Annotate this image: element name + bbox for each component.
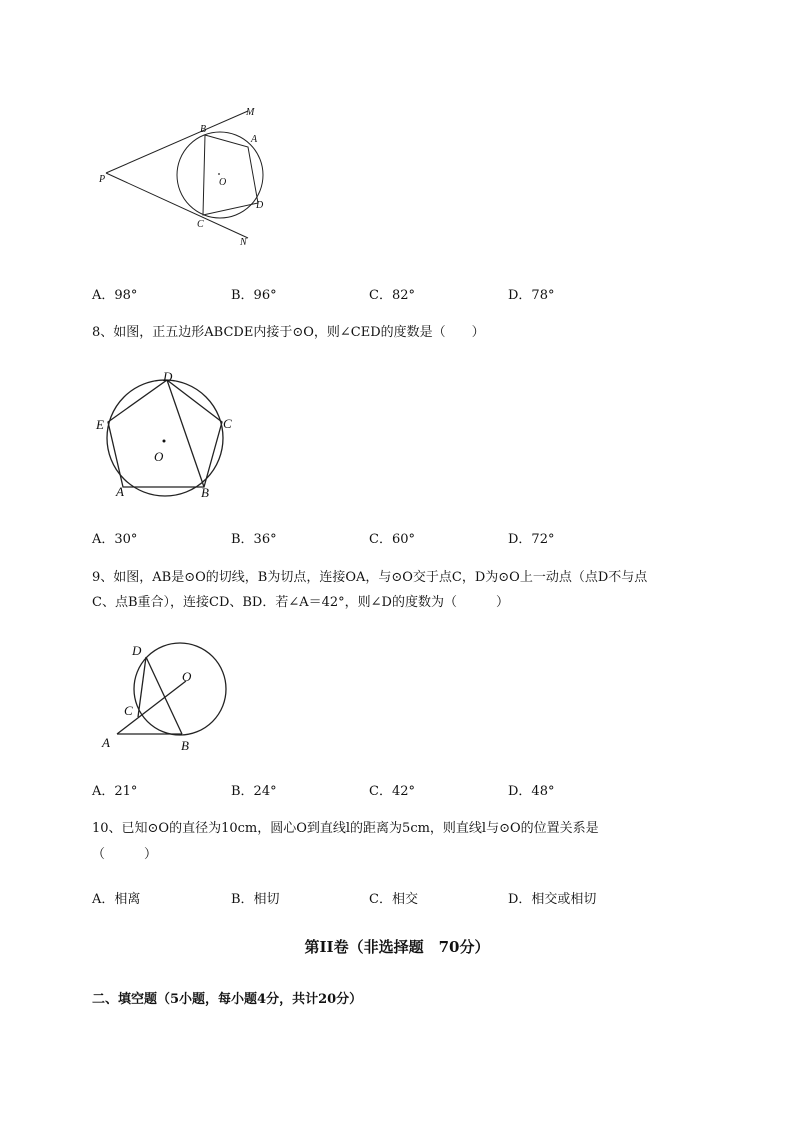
- label-o: O: [219, 177, 227, 188]
- section-title: 第II卷（非选择题 70分）: [304, 938, 490, 956]
- q10-options: [92, 888, 712, 908]
- tangent-line-pn: [106, 173, 248, 238]
- q9-option-a[interactable]: A．21°: [92, 784, 138, 799]
- q8-option-c[interactable]: C．60°: [369, 532, 415, 547]
- figure-tangent-circle: [90, 100, 290, 260]
- question-9-line-1: 9、如图，AB是⊙O的切线，B为切点，连接OA，与⊙O交于点C，D为⊙O上一动点（点D不与点: [92, 570, 648, 585]
- label-b: B: [200, 124, 207, 135]
- label-e: E: [96, 417, 104, 432]
- label-d: D: [163, 369, 173, 384]
- q10-option-b[interactable]: B．相切: [231, 892, 280, 907]
- q8-option-d[interactable]: D．72°: [508, 532, 555, 547]
- q9-option-b[interactable]: B．24°: [231, 784, 277, 799]
- q7-option-b[interactable]: B．96°: [231, 288, 277, 303]
- label-c: C: [223, 416, 232, 431]
- q8-options: [92, 528, 712, 548]
- label-c: C: [124, 703, 133, 718]
- figure-pentagon-circle: [90, 365, 250, 505]
- label-n: N: [240, 237, 247, 248]
- question-10-line-1: 10、已知⊙O的直径为10cm，圆心O到直线l的距离为5cm，则直线l与⊙O的位置关系是: [92, 821, 599, 836]
- q8-option-a[interactable]: A．30°: [92, 532, 138, 547]
- label-d: D: [132, 643, 142, 658]
- center-point: [218, 173, 220, 175]
- label-d: D: [256, 200, 264, 211]
- q10-option-d[interactable]: D．相交或相切: [508, 892, 597, 907]
- q10-option-c[interactable]: C．相交: [369, 892, 418, 907]
- label-m: M: [246, 107, 255, 118]
- label-p: P: [99, 174, 106, 185]
- question-8: 8、如图，正五边形ABCDE内接于⊙O，则∠CED的度数是（ ）: [92, 325, 485, 340]
- q7-option-c[interactable]: C．82°: [369, 288, 415, 303]
- center-point: [163, 440, 166, 443]
- tangent-line-pm: [106, 111, 248, 173]
- section-subtitle: 二、填空题（5小题，每小题4分，共计20分）: [92, 992, 363, 1007]
- question-9-line-2: C、点B重合），连接CD、BD．若∠A＝42°，则∠D的度数为（ ）: [92, 595, 509, 610]
- q9-option-d[interactable]: D．48°: [508, 784, 555, 799]
- segment-db: [146, 657, 182, 734]
- q7-option-a[interactable]: A．98°: [92, 288, 138, 303]
- quadrilateral-badc: [203, 135, 258, 215]
- label-a: A: [251, 134, 258, 145]
- q10-option-a[interactable]: A．相离: [92, 892, 141, 907]
- label-a: A: [116, 484, 124, 499]
- label-o: O: [154, 449, 164, 464]
- q9-option-c[interactable]: C．42°: [369, 784, 415, 799]
- label-b: B: [181, 738, 189, 753]
- label-c: C: [197, 219, 204, 230]
- figure-tangent-ab: [90, 635, 240, 760]
- label-b: B: [201, 485, 209, 500]
- segment-db: [167, 380, 204, 487]
- question-10-line-2: （ ）: [92, 847, 158, 862]
- q8-option-b[interactable]: B．36°: [231, 532, 277, 547]
- segment-dc: [138, 657, 146, 717]
- q7-option-d[interactable]: D．78°: [508, 288, 555, 303]
- q9-options: [92, 780, 712, 800]
- label-o: O: [182, 669, 192, 684]
- label-a: A: [102, 735, 110, 750]
- circle-o: [107, 380, 223, 496]
- circle-o: [134, 643, 226, 735]
- q7-options: [92, 284, 712, 304]
